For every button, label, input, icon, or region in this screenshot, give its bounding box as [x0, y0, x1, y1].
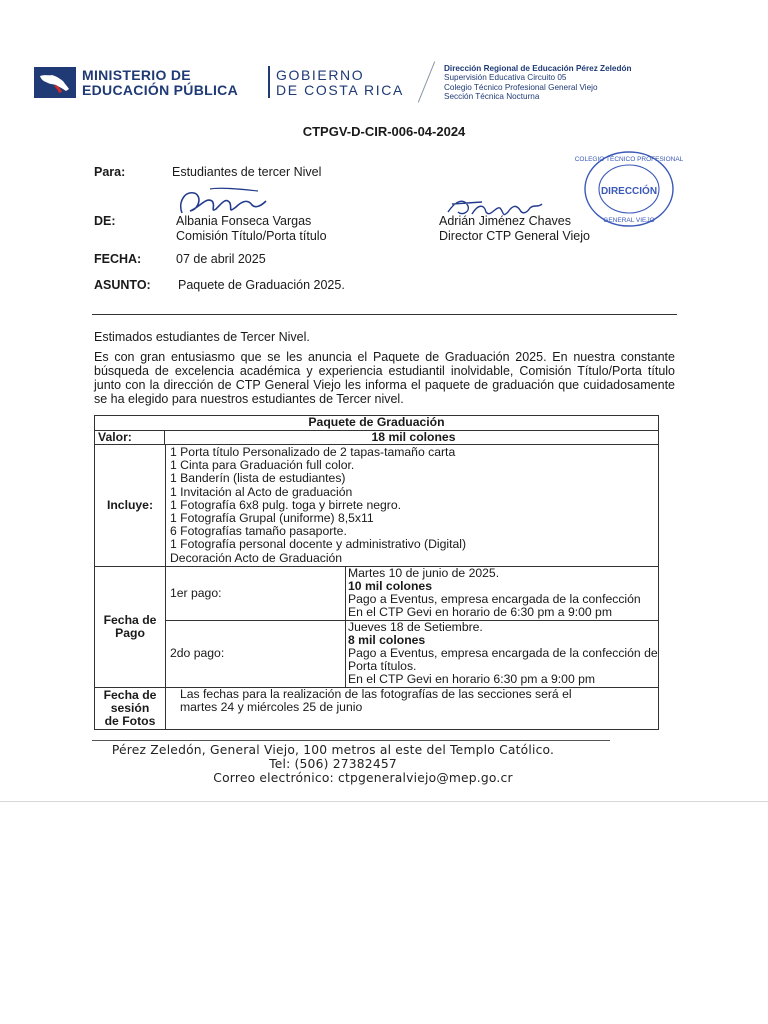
stamp-ring-text: COLEGIO TÉCNICO PROFESIONAL [574, 156, 684, 163]
stamp-bottom-text: GENERAL VIEJO [603, 217, 655, 224]
header-divider [268, 66, 270, 98]
list-item: 1 Porta título Personalizado de 2 tapas-tamaño carta [170, 445, 456, 459]
greeting: Estimados estudiantes de Tercer Nivel. [94, 330, 310, 344]
direction-stamp [574, 150, 684, 233]
stamp-center-text: DIRECCIÓN [600, 186, 658, 197]
list-item: 1 Fotografía Grupal (uniforme) 8,5x11 [170, 511, 374, 526]
header-rule [92, 314, 677, 315]
list-item: 1 Fotografía 6x8 pulg. toga y birrete negro. [170, 497, 402, 512]
intro-paragraph: Es con gran entusiasmo que se les anuncia el Paquete de Graduación 2025. En nuestra constante búsqueda de excelencia académica y experiencia estudiantil inolvidable, Comisión Título/Porta título junto con la dirección de CTP General Viejo les informa el paquete de graduación que cuidadosamente se ha elegido para nuestros estudiantes de Tercer nivel. [94, 350, 675, 406]
table-row-includes [95, 444, 658, 566]
from-block [176, 214, 327, 244]
payment-2-details [346, 621, 658, 687]
gov-line-2: DE COSTA RICA [276, 82, 404, 98]
list-item: 1 Invitación al Acto de graduación [170, 484, 353, 499]
director-role: Director CTP General Viejo [439, 229, 590, 243]
ministry-name [82, 68, 238, 98]
subject-value: Paquete de Graduación 2025. [178, 278, 345, 292]
payment-1-label: 1er pago: [166, 567, 346, 620]
from-role: Comisión Título/Porta título [176, 229, 327, 243]
value-amount: 18 mil colones [371, 430, 456, 444]
to-value: Estudiantes de tercer Nivel [172, 165, 322, 179]
date-label: FECHA: [94, 252, 142, 266]
page-edge [0, 801, 768, 802]
graduation-package-table [94, 415, 659, 730]
ministry-line-1: MINISTERIO DE [82, 67, 191, 83]
payment-1-detail: Pago a Eventus, empresa encargada de la confección [348, 592, 641, 607]
list-item: 1 Cinta para Graduación full color. [170, 458, 355, 473]
date-value: 07 de abril 2025 [176, 252, 266, 266]
header-slash [418, 61, 436, 102]
payment-row [166, 620, 658, 687]
to-label: Para: [94, 165, 126, 179]
table-row-payment [95, 566, 658, 687]
photo-label-line-3: de Fotos [104, 714, 156, 729]
director-name: Adrián Jiménez Chaves [439, 214, 572, 228]
payment-schedule [166, 567, 658, 687]
gov-line-1: GOBIERNO [276, 67, 365, 83]
payment-2-date: Jueves 18 de Setiembre. [348, 619, 483, 634]
payment-label-line-1: Fecha de [103, 612, 157, 627]
payment-2-detail: Pago a Eventus, empresa encargada de la confección de Porta títulos. [348, 646, 658, 674]
regional-line-3: Colegio Técnico Profesional General Viejo [444, 82, 598, 92]
regional-line-2: Supervisión Educativa Circuito 05 [444, 73, 567, 83]
ministry-line-2: EDUCACIÓN PÚBLICA [82, 82, 238, 98]
regional-title: Dirección Regional de Educación Pérez Zeledón [444, 64, 632, 73]
subject-label: ASUNTO: [94, 278, 151, 292]
footer-rule [92, 740, 610, 741]
table-title [95, 416, 658, 430]
payment-row [166, 567, 658, 620]
table-row-photos [95, 687, 658, 730]
payment-2-amount: 8 mil colones [348, 632, 426, 647]
value-label: Valor: [95, 431, 165, 444]
includes-label: Incluye: [95, 445, 166, 566]
mep-logo [34, 67, 76, 98]
regional-line-4: Sección Técnica Nocturna [444, 92, 540, 102]
table-title-text: Paquete de Graduación [308, 415, 445, 429]
payment-label-line-2: Pago [115, 625, 145, 640]
includes-list [166, 445, 658, 566]
list-item: 6 Fotografías tamaño pasaporte. [170, 524, 347, 539]
from-name: Albania Fonseca Vargas [176, 214, 312, 228]
footer-email: Correo electrónico: ctpgeneralviejo@mep.go.cr [213, 771, 513, 785]
payment-1-details [346, 567, 658, 620]
payment-label [95, 567, 166, 687]
document-code: CTPGV-D-CIR-006-04-2024 [302, 124, 466, 139]
payment-2-label: 2do pago: [166, 621, 346, 687]
payment-1-place: En el CTP Gevi en horario de 6:30 pm a 9:00 pm [348, 605, 612, 620]
payment-2-place: En el CTP Gevi en horario 6:30 pm a 9:00 pm [348, 672, 596, 687]
photo-label-line-2: sesión [110, 700, 150, 715]
payment-1-amount: 10 mil colones [348, 579, 432, 594]
regional-info [444, 64, 631, 102]
footer-address: Pérez Zeledón, General Viejo, 100 metros al este del Templo Católico. [111, 743, 555, 757]
photo-label [95, 688, 166, 730]
from-label: DE: [94, 214, 116, 228]
list-item: 1 Banderín (lista de estudiantes) [170, 471, 346, 486]
government-name [276, 68, 404, 98]
director-block [439, 214, 590, 244]
list-item: Decoración Acto de Graduación [170, 550, 343, 565]
footer-phone: Tel: (506) 27382457 [269, 757, 397, 771]
table-row-value [95, 430, 658, 444]
payment-1-date: Martes 10 de junio de 2025. [348, 565, 500, 580]
photo-session-text: Las fechas para la realización de las fotografías de las secciones será el martes 24 y miércoles 25 de junio [180, 686, 572, 714]
list-item: 1 Fotografía personal docente y administrativo (Digital) [170, 537, 467, 552]
photo-label-line-1: Fecha de [103, 687, 157, 702]
costa-rica-map-icon [34, 67, 76, 98]
